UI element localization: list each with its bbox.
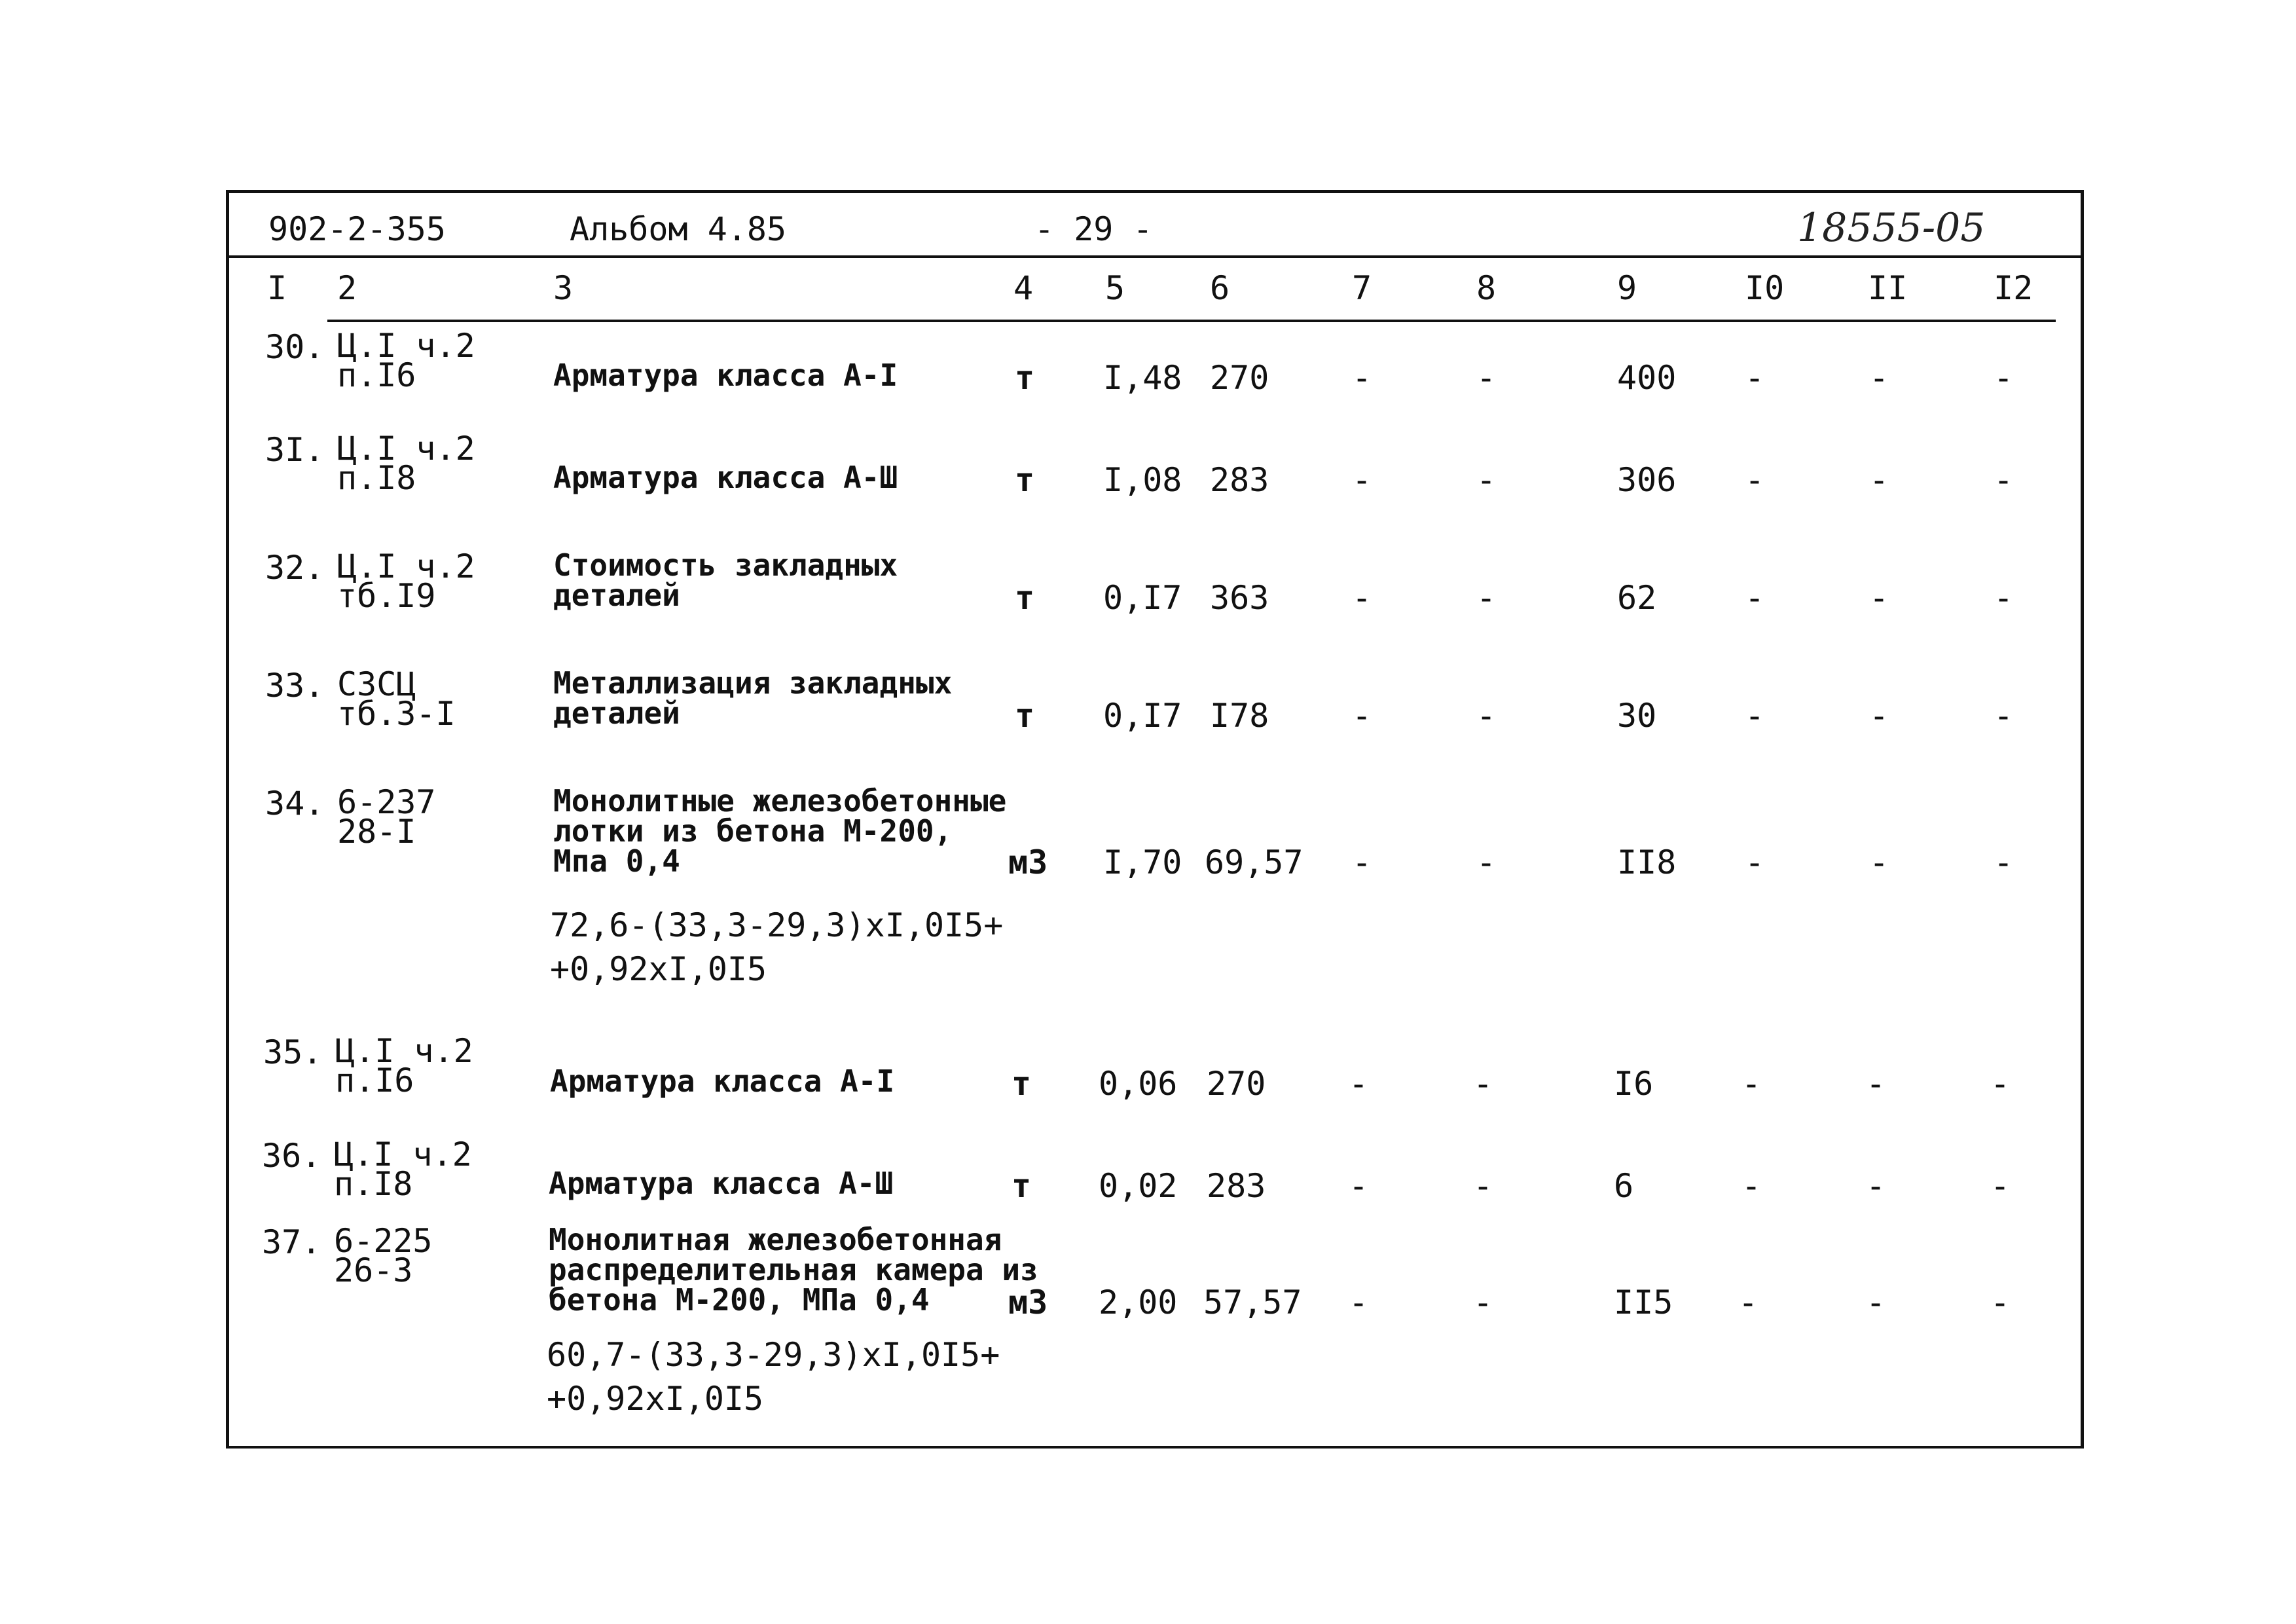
col-8-value: - — [1473, 1167, 1493, 1205]
work-description-line-2: деталей — [553, 578, 680, 613]
price-code-line-2: 28-I — [337, 813, 416, 851]
volume-formula-line-1: 72,6-(33,3-29,3)хI,0I5+ — [550, 906, 1004, 944]
quantity: I,48 — [1103, 359, 1182, 397]
col-12-value: - — [1994, 359, 2014, 397]
total-cost: II5 — [1614, 1283, 1673, 1321]
unit-price: 363 — [1210, 579, 1269, 617]
col-11-value: - — [1866, 1065, 1886, 1103]
col-header-9: 9 — [1617, 269, 1637, 307]
row-number: 30. — [265, 328, 325, 366]
price-code-line-1: Ц.I ч.2 — [334, 1135, 472, 1173]
col-8-value: - — [1476, 843, 1497, 881]
col-header-3: 3 — [553, 269, 574, 307]
col-header-6: 6 — [1210, 269, 1230, 307]
col-header-7: 7 — [1352, 269, 1372, 307]
col-7-value: - — [1352, 461, 1372, 499]
col-header-8: 8 — [1476, 269, 1497, 307]
total-cost: 400 — [1617, 359, 1677, 397]
quantity: 0,I7 — [1103, 697, 1182, 735]
price-code-line-2: тб.3-I — [337, 695, 456, 733]
col-8-value: - — [1476, 359, 1497, 397]
price-code-line-1: СЗСЦ — [337, 665, 416, 703]
quantity: I,70 — [1103, 843, 1182, 881]
work-description: Арматура класса А-I — [550, 1063, 895, 1099]
col-12-value: - — [1994, 461, 2014, 499]
col-12-value: - — [1994, 579, 2014, 617]
price-code-line-1: 6-237 — [337, 783, 436, 821]
volume-formula-line-2: +0,92хI,0I5 — [547, 1380, 764, 1418]
volume-formula-line-2: +0,92хI,0I5 — [550, 950, 767, 988]
quantity: 0,06 — [1099, 1065, 1178, 1103]
col-11-value: - — [1869, 843, 1889, 881]
col-8-value: - — [1476, 461, 1497, 499]
col-11-value: - — [1869, 461, 1889, 499]
doc-code: 902-2-355 — [268, 210, 446, 248]
col-10-value: - — [1745, 461, 1765, 499]
unit-price: 270 — [1207, 1065, 1266, 1103]
work-description-line-2: лотки из бетона М-200, — [553, 813, 953, 849]
work-description-line-2: деталей — [553, 695, 680, 731]
col-7-value: - — [1352, 697, 1372, 735]
total-cost: II8 — [1617, 843, 1677, 881]
work-description: Арматура класса А-Ш — [549, 1166, 894, 1201]
col-11-value: - — [1866, 1283, 1886, 1321]
unit: т — [1015, 359, 1035, 397]
col-12-value: - — [1990, 1283, 2011, 1321]
col-11-value: - — [1866, 1167, 1886, 1205]
col-7-value: - — [1349, 1283, 1369, 1321]
work-description-line-3: бетона М-200, МПа 0,4 — [549, 1282, 930, 1318]
unit: т — [1011, 1167, 1032, 1205]
quantity: 0,I7 — [1103, 579, 1182, 617]
price-code-line-1: Ц.I ч.2 — [337, 547, 475, 585]
unit: т — [1015, 697, 1035, 735]
col-7-value: - — [1349, 1167, 1369, 1205]
col-12-value: - — [1994, 697, 2014, 735]
price-code-line-1: Ц.I ч.2 — [335, 1032, 473, 1070]
header-divider — [228, 255, 2082, 258]
volume-formula-line-1: 60,7-(33,3-29,3)хI,0I5+ — [547, 1336, 1000, 1374]
work-description-line-1: Монолитные железобетонные — [553, 783, 1007, 819]
col-header-4: 4 — [1013, 269, 1034, 307]
col-11-value: - — [1869, 697, 1889, 735]
unit-price: 57,57 — [1203, 1283, 1302, 1321]
col-12-value: - — [1994, 843, 2014, 881]
work-description-line-1: Металлизация закладных — [553, 665, 953, 701]
col-header-1: I — [267, 269, 287, 307]
col-11-value: - — [1869, 359, 1889, 397]
work-description-line-1: Монолитная железобетонная — [549, 1222, 1002, 1257]
col-11-value: - — [1869, 579, 1889, 617]
row-number: 3I. — [265, 431, 325, 469]
col-8-value: - — [1476, 697, 1497, 735]
price-code-line-2: п.I6 — [335, 1061, 414, 1099]
col-header-2: 2 — [337, 269, 357, 307]
work-description-line-1: Стоимость закладных — [553, 547, 898, 583]
unit-price: 283 — [1210, 461, 1269, 499]
unit-price: 283 — [1207, 1167, 1266, 1205]
row-number: 37. — [262, 1223, 321, 1261]
row-number: 34. — [265, 784, 325, 822]
work-description: Арматура класса А-Ш — [553, 460, 898, 495]
price-code-line-2: п.I6 — [337, 356, 416, 394]
col-header-11: II — [1868, 269, 1908, 307]
col-header-12: I2 — [1994, 269, 2033, 307]
quantity: 2,00 — [1099, 1283, 1178, 1321]
price-code-line-2: п.I8 — [337, 459, 416, 497]
col-10-value: - — [1745, 579, 1765, 617]
col-header-10: I0 — [1745, 269, 1785, 307]
row-number: 36. — [262, 1137, 321, 1175]
row-number: 35. — [263, 1033, 323, 1071]
col-7-value: - — [1352, 843, 1372, 881]
col-10-value: - — [1738, 1283, 1758, 1321]
price-code-line-1: Ц.I ч.2 — [337, 327, 475, 365]
unit: т — [1015, 461, 1035, 499]
price-code-line-2: п.I8 — [334, 1165, 413, 1203]
col-10-value: - — [1745, 843, 1765, 881]
unit-price: I78 — [1210, 697, 1269, 735]
column-header-divider — [327, 320, 2056, 322]
col-7-value: - — [1352, 579, 1372, 617]
col-8-value: - — [1476, 579, 1497, 617]
col-8-value: - — [1473, 1065, 1493, 1103]
row-number: 33. — [265, 667, 325, 705]
col-12-value: - — [1990, 1065, 2011, 1103]
col-10-value: - — [1741, 1065, 1762, 1103]
work-description: Арматура класса А-I — [553, 358, 898, 393]
price-code-line-1: 6-225 — [334, 1222, 433, 1260]
col-10-value: - — [1741, 1167, 1762, 1205]
album-label: Альбом 4.85 — [570, 210, 787, 248]
page-number: - 29 - — [1034, 210, 1153, 248]
quantity: 0,02 — [1099, 1167, 1178, 1205]
col-12-value: - — [1990, 1167, 2011, 1205]
total-cost: 62 — [1617, 579, 1657, 617]
col-10-value: - — [1745, 697, 1765, 735]
col-header-5: 5 — [1105, 269, 1125, 307]
total-cost: I6 — [1614, 1065, 1654, 1103]
col-8-value: - — [1473, 1283, 1493, 1321]
price-code-line-2: тб.I9 — [337, 577, 436, 615]
total-cost: 6 — [1614, 1167, 1634, 1205]
col-10-value: - — [1745, 359, 1765, 397]
quantity: I,08 — [1103, 461, 1182, 499]
unit: т — [1011, 1065, 1032, 1103]
col-7-value: - — [1352, 359, 1372, 397]
unit: м3 — [1008, 1283, 1048, 1321]
unit-price: 270 — [1210, 359, 1269, 397]
unit: м3 — [1008, 843, 1048, 881]
archive-stamp: 18555-05 — [1797, 205, 1986, 251]
col-7-value: - — [1349, 1065, 1369, 1103]
unit: т — [1015, 579, 1035, 617]
total-cost: 30 — [1617, 697, 1657, 735]
unit-price: 69,57 — [1205, 843, 1303, 881]
row-number: 32. — [265, 549, 325, 587]
work-description-line-2: распределительная камера из — [549, 1252, 1038, 1287]
price-code-line-1: Ц.I ч.2 — [337, 430, 475, 468]
total-cost: 306 — [1617, 461, 1677, 499]
price-code-line-2: 26-3 — [334, 1251, 413, 1289]
work-description-line-3: Мпа 0,4 — [553, 843, 680, 879]
